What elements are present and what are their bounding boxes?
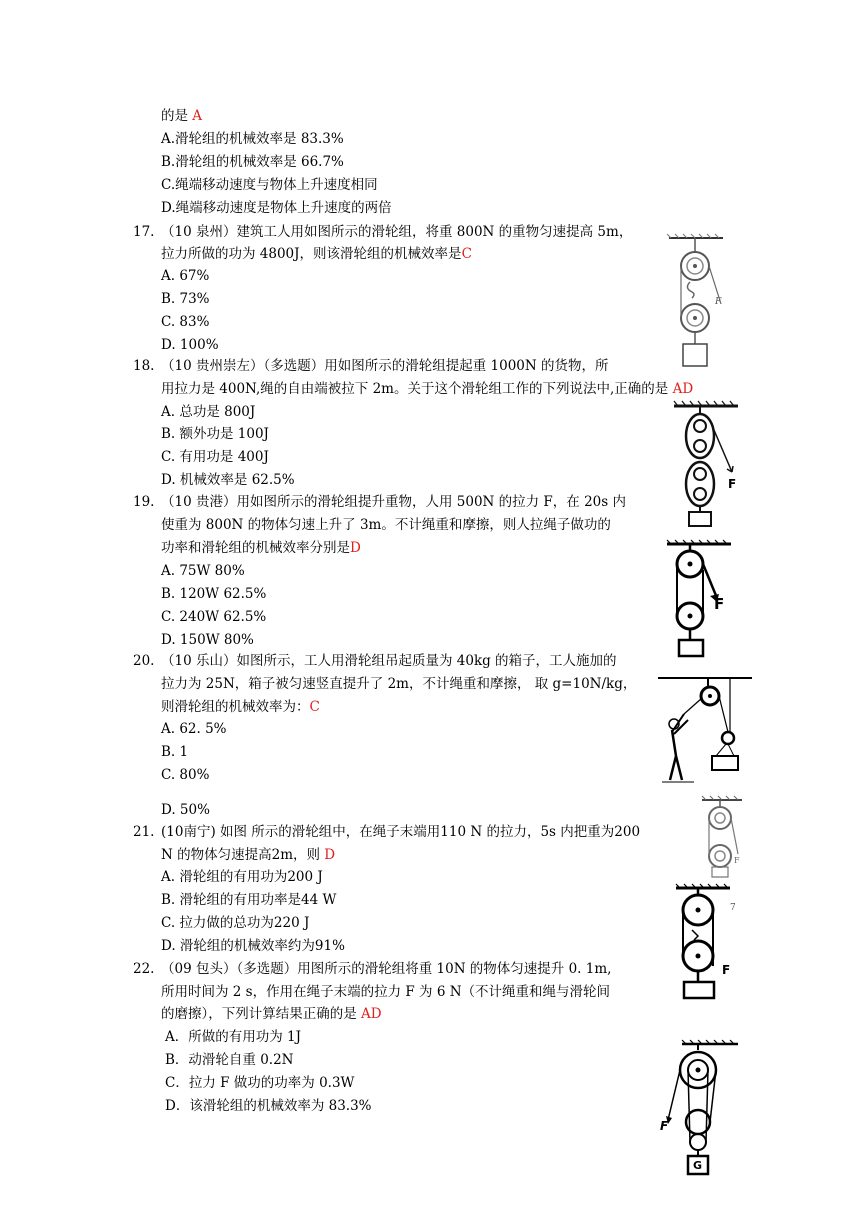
q22-line-3-text: 的磨擦），下列计算结果正确的是 [161, 1006, 357, 1022]
q21-fig-mark: 7 [730, 903, 736, 913]
q19-line-1: （10 贵港）用如图所示的滑轮组提升重物，人用 500N 的拉力 F，在 20s 内 [161, 494, 626, 510]
q18-number: 18. [133, 358, 155, 374]
q18-option-c: C. 有用功是 400J [161, 449, 269, 465]
intro-line [161, 106, 202, 126]
q22-fig-label-g: G [693, 1159, 703, 1172]
intro-answer: A [192, 108, 203, 124]
q18-line-2-text: 用拉力是 400N,绳的自由端被拉下 2m。关于这个滑轮组工作的下列说法中,正确的是 [161, 381, 669, 397]
q19-option-d: D. 150W 80% [161, 632, 254, 648]
q18-option-d: D. 机械效率是 62.5% [161, 472, 295, 488]
q22-option-c: C．拉力 F 做功的功率为 0.3W [165, 1075, 355, 1091]
q19-line-3 [161, 538, 361, 558]
q22-option-a: A．所做的有用功为 1J [165, 1029, 302, 1045]
q20-option-c: C. 80% [161, 767, 210, 783]
q17-fig-label: F [715, 297, 722, 307]
q19-option-a: A. 75W 80% [161, 563, 245, 579]
q18-option-b: B. 额外功是 100J [161, 426, 269, 442]
q21-number: 21. [133, 824, 155, 840]
q20-line-2: 拉力为 25N，箱子被匀速竖直提升了 2m，不计绳重和摩擦， 取 g=10N/kg， [161, 676, 637, 692]
q20-option-a: A. 62. 5% [161, 721, 227, 737]
q19-line-3-text: 功率和滑轮组的机械效率分别是 [161, 540, 350, 556]
q20-line-3-text: 则滑轮组的机械效率为： [161, 699, 310, 715]
intro-option-a: A.滑轮组的机械效率是 83.3% [161, 131, 344, 147]
intro-option-c: C.绳端移动速度与物体上升速度相同 [161, 177, 378, 193]
q20-option-b: B. 1 [161, 744, 189, 760]
q18-answer: AD [672, 381, 694, 397]
q17-option-a: A. 67% [161, 268, 210, 284]
q18-pulley-figure [672, 400, 742, 530]
q17-number: 17. [133, 224, 155, 240]
q20-worker-figure [658, 672, 754, 790]
q21-pulley-figure-bottom [672, 884, 736, 1000]
q21-option-b: B. 滑轮组的有用功率是44 W [161, 892, 337, 908]
q21-fig-bottom-label: F [722, 963, 731, 977]
intro-option-d: D.绳端移动速度是物体上升速度的两倍 [161, 200, 392, 216]
q17-option-c: C. 83% [161, 314, 210, 330]
q17-line-2 [161, 244, 472, 264]
q21-option-d: D. 滑轮组的机械效率约为91% [161, 938, 345, 954]
q22-number: 22. [133, 961, 155, 977]
q21-option-c: C. 拉力做的总功为220 J [161, 915, 310, 931]
q18-line-2 [161, 379, 693, 399]
intro-option-b: B.滑轮组的机械效率是 66.7% [161, 154, 344, 170]
q21-line-2-text: N 的物体匀速提高2m，则 [161, 847, 320, 863]
q19-answer: D [350, 540, 361, 556]
q20-option-d: D. 50% [161, 802, 210, 818]
q22-fig-label-f: F [660, 1119, 669, 1133]
q19-option-c: C. 240W 62.5% [161, 609, 267, 625]
q20-line-3 [161, 697, 320, 717]
q17-line-2-text: 拉力所做的功为 4800J，则该滑轮组的机械效率是 [161, 246, 462, 262]
q19-pulley-figure [665, 540, 735, 662]
q22-line-1: （09 包头）（多选题）用图所示的滑轮组将重 10N 的物体匀速提升 0. 1m, [161, 961, 612, 977]
q17-answer: C [461, 246, 472, 262]
q21-answer: D [324, 847, 336, 863]
q21-line-1: (10南宁) 如图 所示的滑轮组中，在绳子末端用110 N 的拉力，5s 内把重为200 [161, 824, 641, 840]
q21-line-2 [161, 845, 335, 865]
q17-option-b: B. 73% [161, 291, 210, 307]
q21-option-a: A. 滑轮组的有用功为200 J [161, 869, 323, 885]
q19-fig-label: F [714, 595, 725, 613]
q22-option-d: D．该滑轮组的机械效率为 83.3% [165, 1098, 372, 1114]
q20-answer: C [309, 699, 320, 715]
q22-answer: AD [361, 1006, 382, 1022]
q19-line-2: 使重为 800N 的物体匀速上升了 3m。不计绳重和摩擦，则人拉绳子做功的 [161, 517, 611, 533]
q17-option-d: D. 100% [161, 337, 219, 353]
q21-fig-top-label: F [734, 856, 740, 865]
q22-option-b: B．动滑轮自重 0.2N [165, 1052, 294, 1068]
q20-number: 20. [133, 653, 155, 669]
q18-option-a: A. 总功是 800J [161, 404, 256, 420]
intro-text: 的是 [161, 108, 188, 124]
q20-line-1: （10 乐山）如图所示，工人用滑轮组吊起质量为 40kg 的箱子，工人施加的 [161, 653, 617, 669]
q18-line-1: （10 贵州崇左）（多选题）用如图所示的滑轮组提起重 1000N 的货物，所 [161, 358, 609, 374]
q18-fig-label: F [728, 477, 737, 491]
q22-line-3 [161, 1004, 382, 1024]
q22-line-2: 所用时间为 2 s，作用在绳子末端的拉力 F 为 6 N（不计绳重和绳与滑轮间 [161, 984, 611, 1000]
q17-line-1: （10 泉州）建筑工人用如图所示的滑轮组，将重 800N 的重物匀速提高 5m， [161, 224, 633, 240]
q19-option-b: B. 120W 62.5% [161, 586, 267, 602]
q19-number: 19. [133, 494, 155, 510]
